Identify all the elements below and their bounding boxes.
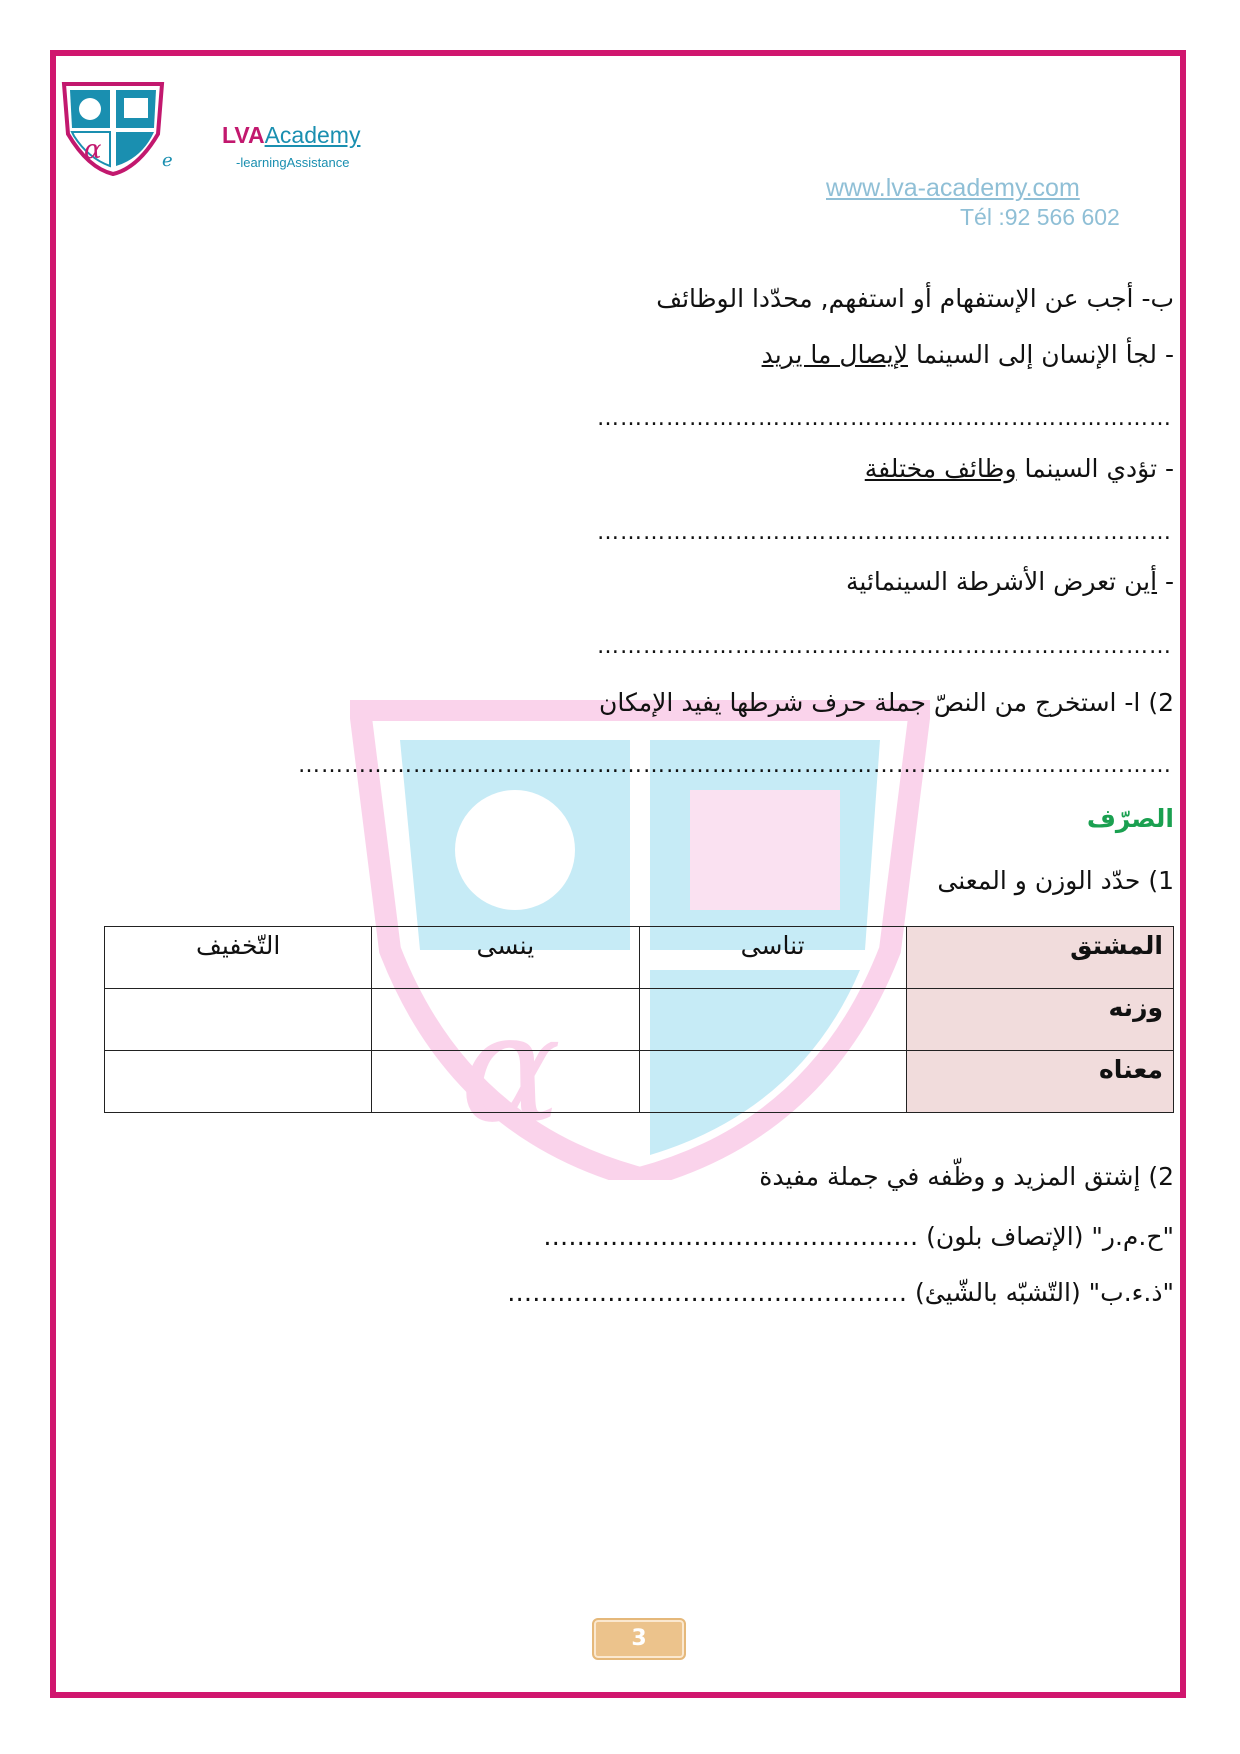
row-header-derivative: المشتق: [906, 927, 1173, 989]
question-2a: 2) ا- استخرج من النصّ جملة حرف شرطها يفيد الإمكان: [599, 688, 1174, 717]
svg-text:α: α: [460, 982, 562, 1156]
word-cell: تناسى: [639, 927, 906, 989]
item-2-prefix: - تؤدي السينما: [1016, 454, 1174, 483]
row-header-meaning: معناه: [906, 1051, 1173, 1113]
svg-text:α: α: [84, 135, 102, 165]
answer-cell[interactable]: [105, 1051, 372, 1113]
answer-cell[interactable]: [105, 989, 372, 1051]
brand-e: e: [162, 150, 173, 171]
question-b-title: ب- أجب عن الإستفهام أو استفهم, محدّدا الوظائف: [656, 284, 1174, 313]
word-cell: التّخفيف: [105, 927, 372, 989]
answer-line-2[interactable]: …………………………………………………………………: [597, 520, 1172, 545]
item-3-suffix: تعرض الأشرطة السينمائية: [846, 567, 1125, 596]
row-header-pattern: وزنه: [906, 989, 1173, 1051]
sarf-question-2: 2) إشتق المزيد و وظّفه في جملة مفيدة: [759, 1162, 1174, 1191]
item-1-underlined: لإيصال ما يريد: [761, 340, 908, 369]
morphology-table: [104, 926, 1174, 1113]
brand-academy: Academy: [264, 122, 361, 148]
answer-line-3[interactable]: …………………………………………………………………: [597, 634, 1172, 659]
brand-lva: LVA: [222, 122, 265, 148]
question-item-3: [846, 567, 1174, 596]
page-number: 3: [592, 1618, 686, 1660]
answer-cell[interactable]: [639, 989, 906, 1051]
item-3-prefix: -: [1157, 567, 1174, 596]
answer-cell[interactable]: [639, 1051, 906, 1113]
table-row: [105, 1051, 1174, 1113]
brand-name: [222, 122, 360, 149]
question-item-2: [865, 454, 1174, 483]
table-row: [105, 989, 1174, 1051]
website-link[interactable]: www.lva-academy.com: [826, 174, 1080, 202]
brand-subtitle: -learningAssistance: [236, 155, 350, 170]
item-2-underlined: وظائف مختلفة: [864, 454, 1017, 483]
item-3-underlined: أين: [1124, 567, 1158, 596]
sarf-question-1: 1) حدّد الوزن و المعنى: [937, 866, 1174, 895]
phone-number: Tél :92 566 602: [960, 204, 1120, 230]
answer-cell[interactable]: [372, 989, 639, 1051]
sarf-line-1[interactable]: "ح.م.ر" (الإتصاف بلون) ………………………………………: [543, 1222, 1174, 1251]
sarf-line-2[interactable]: "ذ.ء.ب" (التّشبّه بالشّيئ) …………………………………………: [507, 1278, 1174, 1307]
word-cell: ينسى: [372, 927, 639, 989]
answer-cell[interactable]: [372, 1051, 639, 1113]
table-row: [105, 927, 1174, 989]
question-item-1: [762, 340, 1174, 369]
answer-line-1[interactable]: …………………………………………………………………: [597, 406, 1172, 431]
academy-logo-icon: [58, 80, 168, 176]
item-1-prefix: - لجأ الإنسان إلى السينما: [908, 340, 1174, 369]
answer-line-4[interactable]: ……………………………………………………………………………………………………: [298, 753, 1172, 778]
section-title-sarf: الصرّف: [1086, 804, 1174, 833]
